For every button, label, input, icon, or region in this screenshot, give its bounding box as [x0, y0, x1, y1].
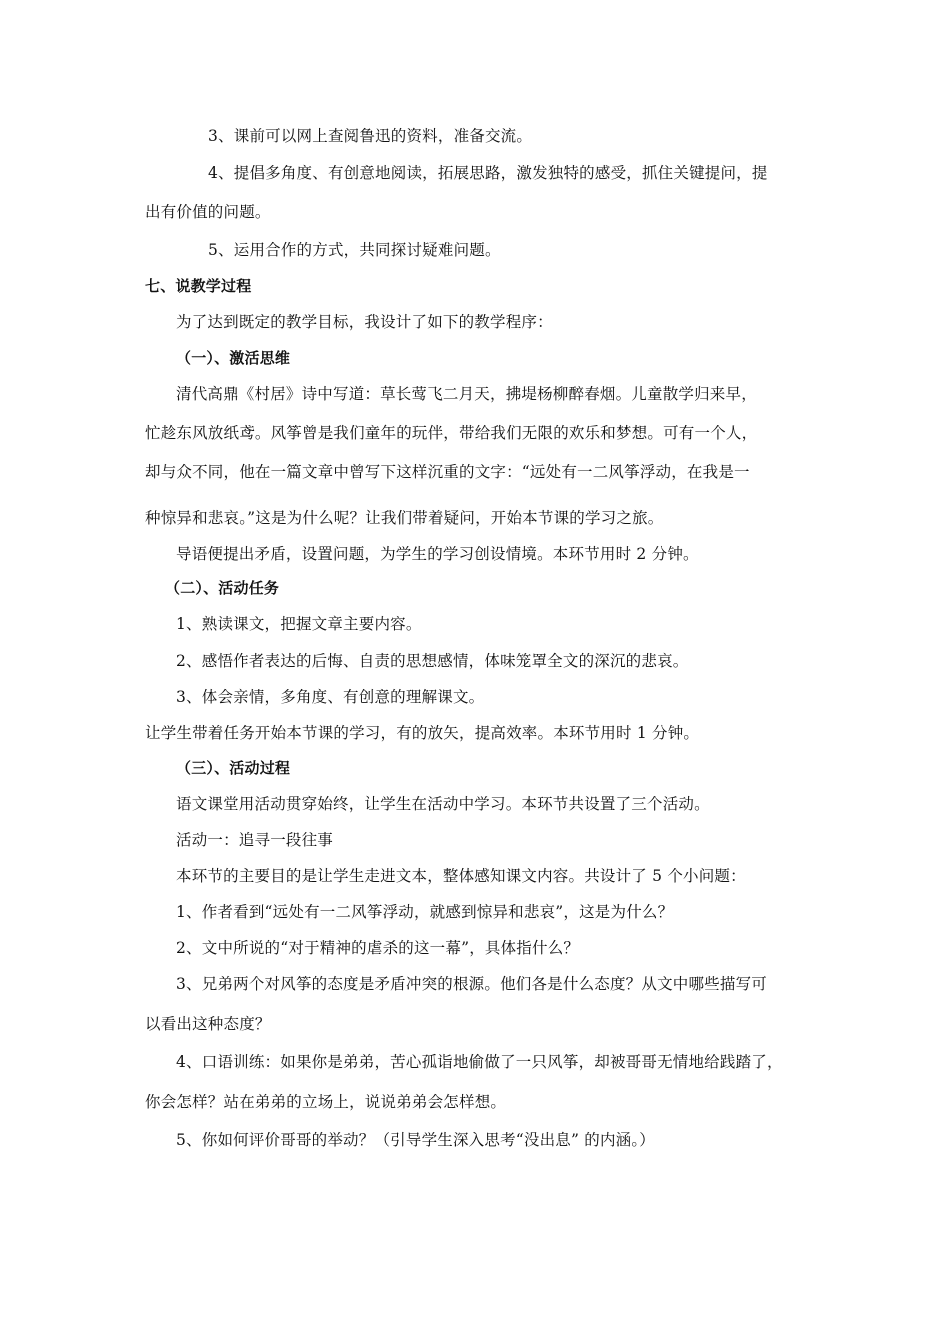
section-intro: 为了达到既定的教学目标，我设计了如下的教学程序：: [176, 313, 553, 331]
prep-item-5: 5、运用合作的方式，共同探讨疑难问题。: [208, 241, 501, 259]
prep-item-4-line2: 出有价值的问题。: [145, 203, 271, 221]
part1-paragraph-line4: 种惊异和悲哀。”这是为什么呢？让我们带着疑问，开始本节课的学习之旅。: [145, 509, 664, 527]
activity1-intro: 本环节的主要目的是让学生走进文本，整体感知课文内容。共设计了 5 个小问题：: [176, 867, 746, 885]
part2-heading: （二）、活动任务: [165, 579, 280, 597]
part1-paragraph-line3: 却与众不同，他在一篇文章中曾写下这样沉重的文字：“远处有一二风筝浮动，在我是一: [145, 463, 750, 481]
part1-paragraph-line1: 清代高鼎《村居》诗中写道：草长莺飞二月天，拂堤杨柳醉春烟。儿童散学归来早，: [176, 385, 757, 403]
question-3-line1: 3、兄弟两个对风筝的态度是矛盾冲突的根源。他们各是什么态度？从文中哪些描写可: [176, 975, 767, 993]
section-heading-teaching-process: 七、说教学过程: [145, 277, 252, 295]
part1-paragraph-line2: 忙趁东风放纸鸢。风筝曾是我们童年的玩伴，带给我们无限的欢乐和梦想。可有一个人，: [145, 424, 758, 442]
part2-note: 让学生带着任务开始本节课的学习，有的放矢，提高效率。本环节用时 1 分钟。: [145, 724, 700, 742]
question-4-line2: 你会怎样？站在弟弟的立场上，说说弟弟会怎样想。: [145, 1093, 507, 1111]
task-item-1: 1、熟读课文，把握文章主要内容。: [176, 615, 422, 633]
part1-heading: （一）、激活思维: [176, 349, 291, 367]
task-item-3: 3、体会亲情，多角度、有创意的理解课文。: [176, 688, 485, 706]
question-2: 2、文中所说的“对于精神的虐杀的这一幕”，具体指什么？: [176, 939, 580, 957]
task-item-2: 2、感悟作者表达的后悔、自责的思想感情，体味笼罩全文的深沉的悲哀。: [176, 652, 689, 670]
question-4-line1: 4、口语训练：如果你是弟弟，苦心孤诣地偷做了一只风筝，却被哥哥无情地给践踏了，: [176, 1053, 783, 1071]
part3-intro: 语文课堂用活动贯穿始终，让学生在活动中学习。本环节共设置了三个活动。: [176, 795, 710, 813]
question-1: 1、作者看到“远处有一二风筝浮动，就感到惊异和悲哀”，这是为什么？: [176, 903, 674, 921]
question-3-line2: 以看出这种态度？: [145, 1015, 271, 1033]
question-5: 5、你如何评价哥哥的举动？（引导学生深入思考“没出息” 的内涵。）: [176, 1131, 655, 1149]
part3-heading: （三）、活动过程: [176, 759, 291, 777]
activity1-title: 活动一：追寻一段往事: [176, 831, 334, 849]
part1-note: 导语便提出矛盾，设置问题，为学生的学习创设情境。本环节用时 2 分钟。: [176, 545, 699, 563]
prep-item-4-line1: 4、提倡多角度、有创意地阅读，拓展思路，激发独特的感受，抓住关键提问，提: [208, 164, 768, 182]
prep-item-3: 3、课前可以网上查阅鲁迅的资料，准备交流。: [208, 127, 533, 145]
